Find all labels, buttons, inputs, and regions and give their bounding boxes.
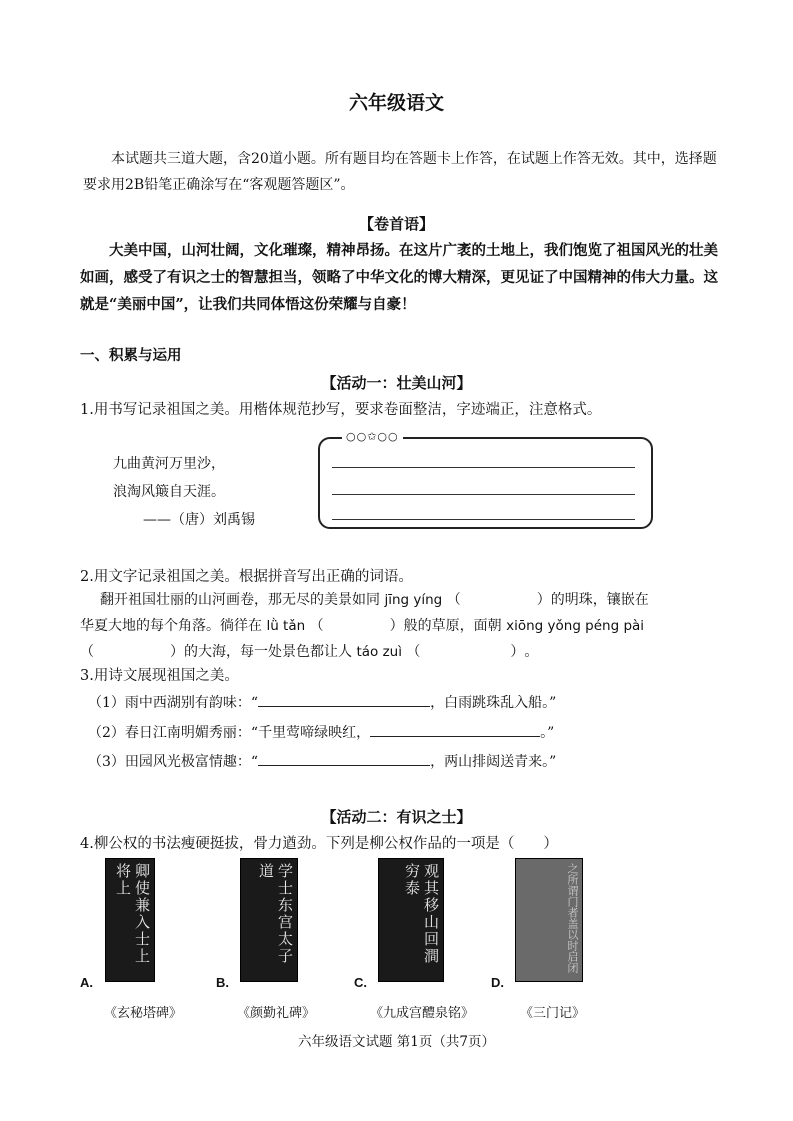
poem-line-2: 浪淘风簸自天涯。 — [113, 484, 225, 500]
writing-line-1[interactable] — [332, 467, 635, 468]
question-3-item-1 — [88, 690, 556, 712]
passage-segment: 华夏大地的每个角落。徜徉在 — [80, 618, 262, 634]
item-tail: ，两山排闼送青来。” — [430, 754, 557, 770]
passage-segment: 的明珠，镶嵌在 — [550, 592, 649, 608]
item-label: （3）田园风光极富情趣：“ — [88, 754, 259, 770]
part-one-heading: 一、积累与运用 — [80, 347, 182, 364]
question-3-text: 3.用诗文展现祖国之美。 — [80, 668, 239, 684]
poem-block — [113, 450, 255, 534]
passage-segment: 般的草原，面朝 — [403, 618, 502, 634]
passage-segment: 。 — [524, 644, 539, 660]
question-1-text: 1.用书写记录祖国之美。用楷体规范抄写，要求卷面整洁，字迹端正，注意格式。 — [80, 402, 602, 418]
answer-blank-3[interactable]: （ ） — [80, 644, 184, 660]
question-4-text: 4.柳公权的书法瘦硬挺拔，骨力遒劲。下列是柳公权作品的一项是（ ） — [80, 836, 558, 852]
calligraphy-image-b: 学士东宫太子道 — [240, 858, 298, 982]
page-title: 六年级语文 — [348, 92, 444, 114]
answer-blank-2[interactable]: （ ） — [309, 618, 404, 634]
pinyin-3: xiōng yǒng péng pài — [506, 618, 645, 634]
poem-line-1: 九曲黄河万里沙， — [113, 456, 225, 472]
option-b-label[interactable]: B. — [216, 975, 229, 990]
option-d-caption: 《三门记》 — [520, 1006, 586, 1021]
option-c-label[interactable]: C. — [354, 975, 367, 990]
writing-line-2[interactable] — [332, 494, 635, 495]
option-c-caption: 《九成宫醴泉铭》 — [370, 1006, 475, 1021]
pinyin-1: jīng yíng — [384, 592, 443, 608]
item-tail: 。” — [540, 725, 555, 741]
calligraphy-image-a: 卿使兼入士上将上 — [105, 858, 155, 982]
option-a-label[interactable]: A. — [80, 975, 93, 990]
activity-two-heading: 【活动二：有识之士】 — [321, 808, 472, 826]
star-decoration-icon: ○○✩○○ — [342, 430, 403, 443]
question-3-item-3 — [88, 749, 556, 771]
question-3-item-2 — [88, 720, 554, 742]
writing-line-3[interactable] — [332, 519, 635, 520]
item-tail: ，白雨跳珠乱入船。” — [430, 695, 557, 711]
writing-box[interactable] — [318, 430, 653, 529]
option-b-caption: 《颜勤礼碑》 — [237, 1006, 316, 1021]
item-label: （1）雨中西湖别有韵味：“ — [88, 695, 259, 711]
preface-heading: 【卷首语】 — [358, 215, 434, 233]
answer-blank-4[interactable]: （ ） — [406, 644, 525, 660]
passage-segment: 的大海，每一处景色都让人 — [184, 644, 352, 660]
answer-blank-1[interactable]: （ ） — [446, 592, 551, 608]
item-label: （2）春日江南明媚秀丽：“千里莺啼绿映红， — [88, 725, 371, 741]
poem-blank-3[interactable] — [258, 749, 430, 766]
pinyin-4: táo zuì — [356, 644, 402, 660]
calligraphy-image-d: 之所谓门者盖以时启闭 — [515, 858, 583, 982]
preface-text: 大美中国，山河壮阔，文化璀璨，精神昂扬。在这片广袤的土地上，我们饱览了祖国风光的壮美如画，感受了有识之士的智慧担当，领略了中华文化的博大精深，更见证了中国精神的伟大力量。这就是“美丽中国”，让我们共同体悟这份荣耀与自豪！ — [80, 242, 718, 313]
activity-one-heading: 【活动一：壮美山河】 — [321, 374, 472, 392]
pinyin-2: lǜ tǎn — [266, 618, 306, 634]
calligraphy-image-c: 观其移山回澗穷泰 — [378, 858, 444, 982]
exam-instructions: 本试题共三道大题，含20道小题。所有题目均在答题卡上作答，在试题上作答无效。其中，选择题要求用2B铅笔正确涂写在“客观题答题区”。 — [83, 151, 717, 193]
poem-blank-1[interactable] — [258, 690, 430, 707]
page-footer: 六年级语文试题 第1页（共7页） — [298, 1034, 495, 1050]
passage-segment: 翻开祖国壮丽的山河画卷，那无尽的美景如同 — [100, 592, 380, 608]
question-2-text: 2.用文字记录祖国之美。根据拼音写出正确的词语。 — [80, 569, 413, 585]
option-d-label[interactable]: D. — [491, 975, 504, 990]
option-a-caption: 《玄秘塔碑》 — [104, 1006, 183, 1021]
question-2-passage — [80, 587, 730, 665]
poem-blank-2[interactable] — [370, 720, 540, 737]
poem-author: ——（唐）刘禹锡 — [143, 512, 255, 528]
